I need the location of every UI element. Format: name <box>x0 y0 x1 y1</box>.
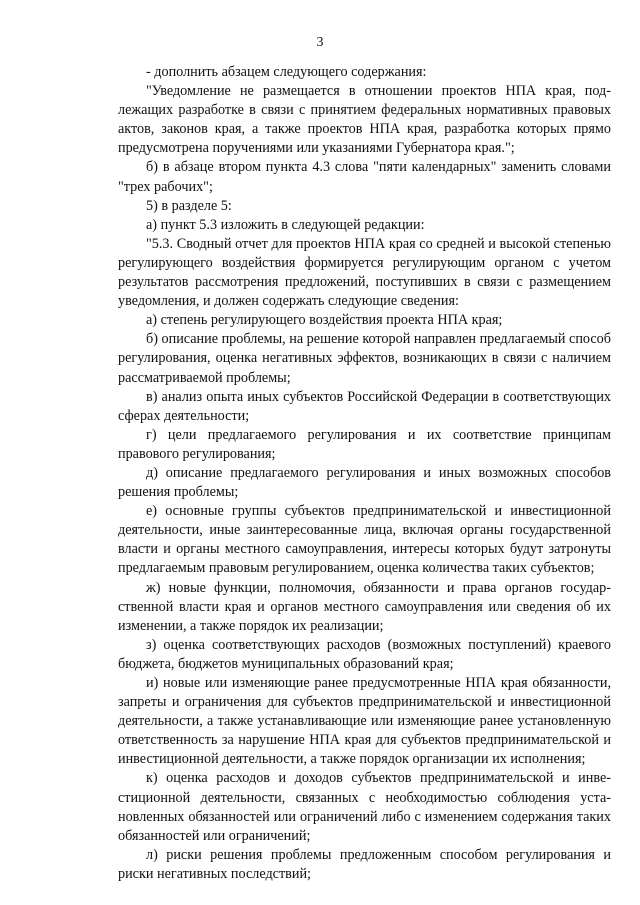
paragraph-section-5: 5) в разделе 5: <box>146 197 232 214</box>
list-item-b: б) описание проблемы, на решение которой направлен предлагаемый способ регулирования, оценка негативных эффектов, возникающих в связи с наличием рассматриваемой проблемы; <box>118 331 611 386</box>
list-item-zh: ж) новые функции, полномочия, обязанности и права органов государственной власти края и органов местного самоуправления или сведения об их изменении, а также порядок их реализации; <box>118 579 611 634</box>
list-item-g: г) цели предлагаемого регулирования и их соответствие принципам правового регулирования; <box>118 426 611 462</box>
list-item-a: а) степень регулирующего воздействия проекта НПА края; <box>146 312 503 329</box>
list-item-i: и) новые или изменяющие ранее предусмотренные НПА края обязанности, запреты и ограничения для субъектов предпринимательской и инвестиционной деятельности, а также устанавливающие или изменяющие ранее установленную ответственность за нарушение НПА края для субъектов предпринимательской и инвестиционной деятельности, а также порядок организации их исполнения; <box>118 675 611 768</box>
list-item-z: з) оценка соответствующих расходов (возможных поступлений) краевого бюджета, бюджетов муниципальных образований края; <box>118 636 611 672</box>
paragraph-item-a-5-3: а) пункт 5.3 изложить в следующей редакции: <box>146 216 425 233</box>
list-item-e: е) основные группы субъектов предпринимательской и инвестиционной деятельности, иные заинтересованные лица, включая органы государственной власти и органы местного самоуправления, интересы которых будут затронуты предлагаемым правовым регулированием, оценка количества таких субъектов; <box>118 503 611 577</box>
paragraph-item-b-4-3: б) в абзаце втором пункта 4.3 слова "пяти календарных" заменить словами "трех рабочих"; <box>118 159 611 195</box>
paragraph-notice-quote: "Уведомление не размещается в отношении проектов НПА края, подлежащих разработке в связи с принятием федеральных нормативных правовых актов, законов края, а также проектов НПА края, разработка которых прямо предусмотрена поручениями или указаниями Губернатора края."; <box>118 83 611 157</box>
paragraph-add-clause: - дополнить абзацем следующего содержания: <box>146 64 427 80</box>
document-body <box>118 63 611 884</box>
list-item-l: л) риски решения проблемы предложенным способом регулирования и риски негативных последствий; <box>118 846 611 882</box>
list-item-k: к) оценка расходов и доходов субъектов предпринимательской и инвестиционной деятельности, связанных с необходимостью соблюдения установленных обязанностей или ограничений либо с изменением содержания таких обязанностей или ограничений; <box>118 770 611 844</box>
page-number: 3 <box>316 35 324 50</box>
list-item-v: в) анализ опыта иных субъектов Российской Федерации в соответствующих сферах деятельности; <box>118 388 611 424</box>
list-item-d: д) описание предлагаемого регулирования и иных возможных способов решения проблемы; <box>118 464 611 501</box>
paragraph-5-3-text: "5.3. Сводный отчет для проектов НПА края со средней и высокой степенью регулирующего воздействия формируется регулирующим органом с учетом результатов рассмотрения предложений, поступивших в связи с размещением уведомления, и должен содержать следующие сведения: <box>118 235 611 310</box>
